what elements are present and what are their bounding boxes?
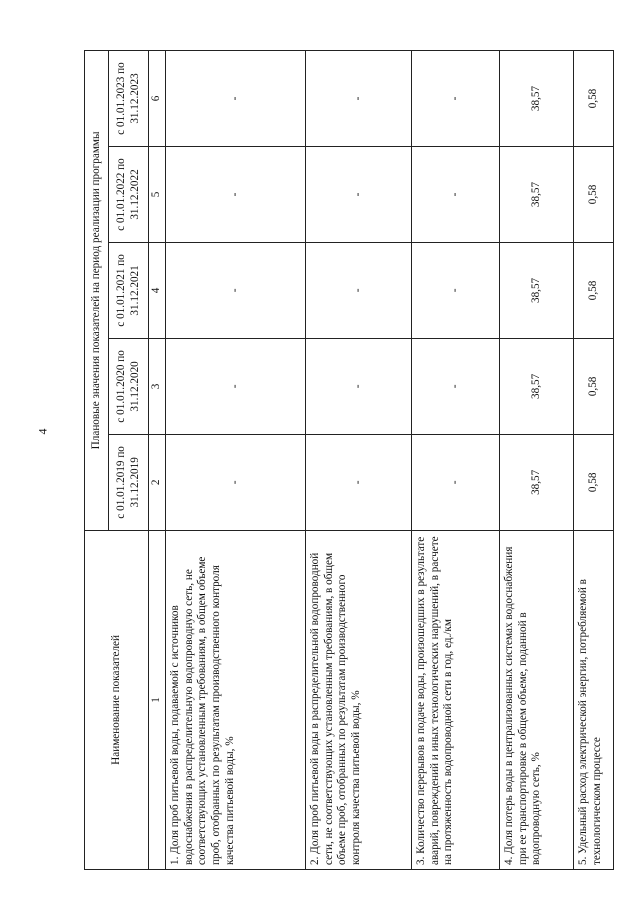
column-number: 6 bbox=[149, 51, 166, 147]
page-number: 4 bbox=[35, 428, 50, 435]
indicator-value: 0,58 bbox=[574, 147, 614, 243]
column-number: 2 bbox=[149, 434, 166, 530]
period-header: с 01.01.2022 по 31.12.2022 bbox=[109, 147, 149, 243]
indicator-value: - bbox=[306, 338, 412, 434]
indicator-value: - bbox=[412, 338, 500, 434]
indicator-value: 38,57 bbox=[500, 338, 574, 434]
indicator-value: 0,58 bbox=[574, 434, 614, 530]
table-row bbox=[500, 51, 574, 870]
indicator-value: 38,57 bbox=[500, 147, 574, 243]
indicators-table bbox=[84, 50, 614, 870]
indicator-value: - bbox=[306, 51, 412, 147]
indicator-value: - bbox=[306, 147, 412, 243]
table-row bbox=[306, 51, 412, 870]
indicator-name-header: Наименование показателей bbox=[85, 530, 149, 869]
period-header: с 01.01.2023 по 31.12.2023 bbox=[109, 51, 149, 147]
indicator-value: - bbox=[166, 147, 306, 243]
indicator-value: 0,58 bbox=[574, 51, 614, 147]
indicator-name: 2. Доля проб питьевой воды в распределительной водопроводной сети, не соответствующих установленным требованиям, в общем объеме проб, отобранных по результатам производственного контроля качества питьевой воды, % bbox=[306, 530, 412, 869]
indicator-value: 38,57 bbox=[500, 242, 574, 338]
table-row bbox=[166, 51, 306, 870]
indicator-value: - bbox=[166, 338, 306, 434]
indicator-name: 5. Удельный расход электрической энергии, потребляемой в технологическом процессе bbox=[574, 530, 614, 869]
column-number: 1 bbox=[149, 530, 166, 869]
rotated-page-content bbox=[84, 50, 603, 870]
column-number: 3 bbox=[149, 338, 166, 434]
indicator-value: - bbox=[166, 242, 306, 338]
indicator-value: - bbox=[306, 242, 412, 338]
table-row bbox=[412, 51, 500, 870]
indicator-value: - bbox=[412, 242, 500, 338]
period-header: с 01.01.2020 по 31.12.2020 bbox=[109, 338, 149, 434]
indicator-value: 0,58 bbox=[574, 338, 614, 434]
period-header: с 01.01.2021 по 31.12.2021 bbox=[109, 242, 149, 338]
indicator-value: - bbox=[412, 51, 500, 147]
indicator-value: - bbox=[306, 434, 412, 530]
indicator-value: - bbox=[412, 434, 500, 530]
indicator-value: - bbox=[166, 434, 306, 530]
indicator-value: - bbox=[412, 147, 500, 243]
indicator-name: 3. Количество перерывов в подаче воды, произошедших в результате аварий, повреждений и иных технологических нарушений, в расчете на протяженность водопроводной сети в год, ед./км bbox=[412, 530, 500, 869]
column-number: 4 bbox=[149, 242, 166, 338]
table-row bbox=[574, 51, 614, 870]
indicator-name: 4. Доля потерь воды в централизованных системах водоснабжения при ее транспортировке в общем объеме, поданной в водопроводную сеть, % bbox=[500, 530, 574, 869]
period-header: с 01.01.2019 по 31.12.2019 bbox=[109, 434, 149, 530]
planned-values-header: Плановые значения показателей на период реализации программы bbox=[85, 51, 109, 531]
column-number: 5 bbox=[149, 147, 166, 243]
indicator-value: 0,58 bbox=[574, 242, 614, 338]
indicator-value: 38,57 bbox=[500, 51, 574, 147]
indicator-value: - bbox=[166, 51, 306, 147]
indicator-value: 38,57 bbox=[500, 434, 574, 530]
indicator-name: 1. Доля проб питьевой воды, подаваемой с источников водоснабжения в распределительную водопроводную сеть, не соответствующих установленным требованиям, в общем объеме проб, отобранных по результатам производственного контроля качества питьевой воды, % bbox=[166, 530, 306, 869]
